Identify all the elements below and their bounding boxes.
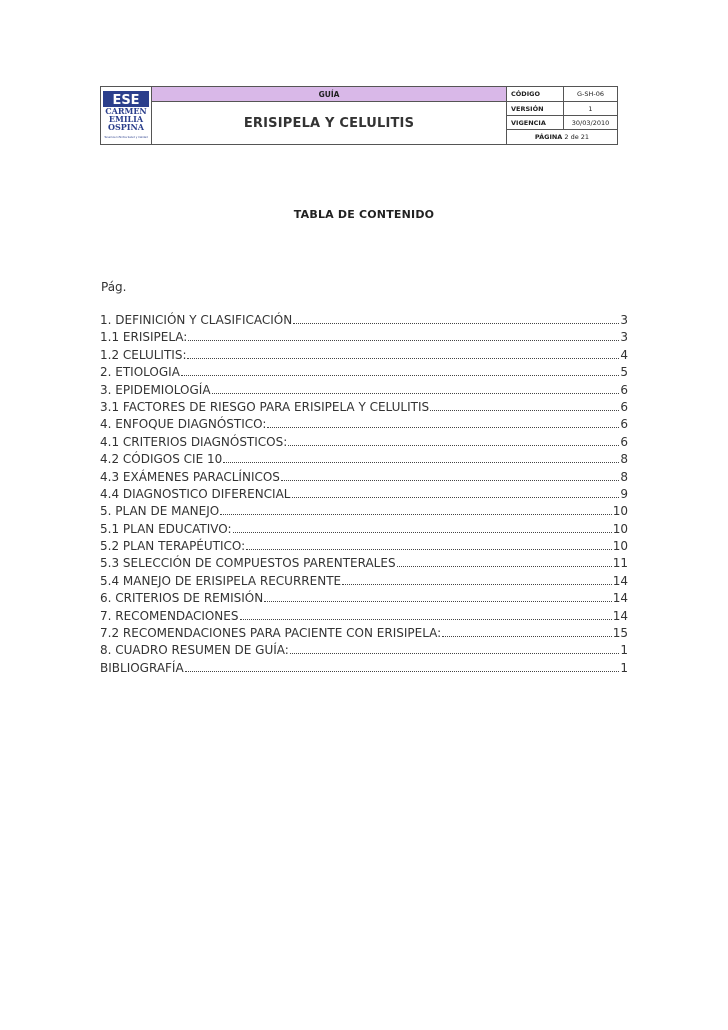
toc-entry-title: 5.2 PLAN TERAPÉUTICO: [100,539,246,554]
toc-entry[interactable] [100,643,628,660]
page-column-label: Pág. [101,280,127,294]
toc-entry-page: 6 [620,399,628,414]
toc-entry-page: 15 [612,626,628,641]
toc-entry[interactable] [100,348,628,365]
toc-entry-page: 11 [612,556,628,571]
pagina-value: 2 de 21 [564,133,590,141]
toc-entry-page: 6 [620,434,628,449]
toc-entry-title: 8. CUADRO RESUMEN DE GUÍA: [100,643,289,658]
logo-slogan: Tenemos Infinitos Salud y Calidad [104,135,148,139]
toc-dot-leader [430,401,619,411]
toc-dot-leader [185,662,620,672]
toc-entry[interactable] [100,556,628,573]
toc-dot-leader [223,453,619,463]
toc-dot-leader [233,523,612,533]
toc-dot-leader [264,592,612,602]
toc-dot-leader [267,418,619,428]
logo-ese-text: ESE [112,92,140,108]
toc-dot-leader [342,575,612,585]
institution-logo [101,88,151,144]
toc-entry[interactable] [100,609,628,626]
toc-entry[interactable] [100,383,628,400]
toc-entry-title: 5.4 MANEJO DE ERISIPELA RECURRENTE [100,573,342,588]
toc-entry-title: 1.2 CELULITIS: [100,347,187,362]
toc-entry-page: 10 [612,539,628,554]
toc-entry-page: 4 [620,347,628,362]
toc-entry[interactable] [100,452,628,469]
toc-dot-leader [220,505,612,515]
toc-entry-page: 1 [620,643,628,658]
toc-dot-leader [181,366,619,376]
toc-entry-title: 4.4 DIAGNOSTICO DIFERENCIAL [100,486,291,501]
toc-dot-leader [240,610,612,620]
toc-entry-page: 3 [620,313,628,327]
codigo-value: G-SH-06 [564,87,618,102]
toc-dot-leader [397,557,612,567]
toc-entry-page: 3 [620,330,628,345]
toc-entry-page: 10 [612,521,628,536]
logo-line-3: OSPINA [107,121,145,132]
vigencia-value: 30/03/2010 [564,116,618,130]
toc-entry-title: 6. CRITERIOS DE REMISIÓN [100,591,264,606]
toc-entry-title: 4.1 CRITERIOS DIAGNÓSTICOS: [100,434,288,449]
logo-cell [101,87,152,145]
toc-entry-title: 7.2 RECOMENDACIONES PARA PACIENTE CON ERISIPELA: [100,626,442,641]
toc-entry-title: 3. EPIDEMIOLOGÍA [100,382,211,397]
toc-dot-leader [442,627,612,637]
logo-line-2: EMILIA [108,113,144,124]
toc-entry-title: 4.2 CÓDIGOS CIE 10 [100,452,223,467]
toc-entry-title: 5.1 PLAN EDUCATIVO: [100,521,232,536]
toc-entry-title: 5.3 SELECCIÓN DE COMPUESTOS PARENTERALES [100,556,396,571]
toc-dot-leader [281,471,619,481]
toc-entry-title: 2. ETIOLOGIA [100,365,180,380]
toc-entry-title: 1.1 ERISIPELA: [100,330,188,345]
toc-dot-leader [293,314,619,324]
codigo-label: CÓDIGO [507,87,564,102]
toc-entry[interactable] [100,574,628,591]
version-value: 1 [564,102,618,116]
version-label: VERSIÓN [507,102,564,116]
toc-entry-page: 14 [612,591,628,606]
table-of-contents [100,313,628,678]
toc-entry-page: 14 [612,608,628,623]
toc-entry[interactable] [100,591,628,608]
document-header [100,86,618,145]
toc-entry-page: 9 [620,486,628,501]
toc-entry-page: 8 [620,452,628,467]
vigencia-label: VIGENCIA [507,116,564,130]
pagina-label: PÁGINA [534,133,563,141]
toc-entry-title: 5. PLAN DE MANEJO [100,504,220,519]
toc-entry-page: 8 [620,469,628,484]
toc-entry[interactable] [100,522,628,539]
toc-entry[interactable] [100,400,628,417]
toc-entry-title: 4. ENFOQUE DIAGNÓSTICO: [100,417,267,432]
toc-entry[interactable] [100,626,628,643]
toc-entry[interactable] [100,470,628,487]
toc-dot-leader [212,384,620,394]
toc-entry[interactable] [100,539,628,556]
toc-entry[interactable] [100,417,628,434]
toc-entry-title: 4.3 EXÁMENES PARACLÍNICOS [100,469,280,484]
toc-entry-title: 7. RECOMENDACIONES [100,608,239,623]
toc-dot-leader [292,488,620,498]
toc-dot-leader [187,349,619,359]
toc-dot-leader [246,540,612,550]
pagina-cell [507,130,618,145]
toc-entry-page: 1 [620,660,628,675]
toc-entry[interactable] [100,661,628,678]
toc-entry-page: 5 [620,365,628,380]
toc-dot-leader [188,331,619,341]
toc-title: TABLA DE CONTENIDO [293,208,435,221]
logo-line-1: CARMEN [105,105,147,116]
toc-entry[interactable] [100,330,628,347]
toc-entry-title: 3.1 FACTORES DE RIESGO PARA ERISIPELA Y CELULITIS [100,399,430,414]
toc-entry-page: 6 [620,382,628,397]
toc-entry-page: 10 [612,504,628,519]
toc-entry[interactable] [100,313,628,330]
toc-entry[interactable] [100,435,628,452]
toc-dot-leader [290,644,620,654]
toc-entry[interactable] [100,504,628,521]
guia-label: GUÍA [152,87,507,102]
toc-entry-page: 6 [620,417,628,432]
document-title: ERISIPELA Y CELULITIS [152,102,507,145]
toc-entry-title: 1. DEFINICIÓN Y CLASIFICACIÓN [100,313,293,327]
toc-entry-page: 14 [612,573,628,588]
toc-entry[interactable] [100,487,628,504]
toc-entry[interactable] [100,365,628,382]
toc-entry-title: BIBLIOGRAFÍA [100,660,184,675]
toc-dot-leader [288,436,619,446]
